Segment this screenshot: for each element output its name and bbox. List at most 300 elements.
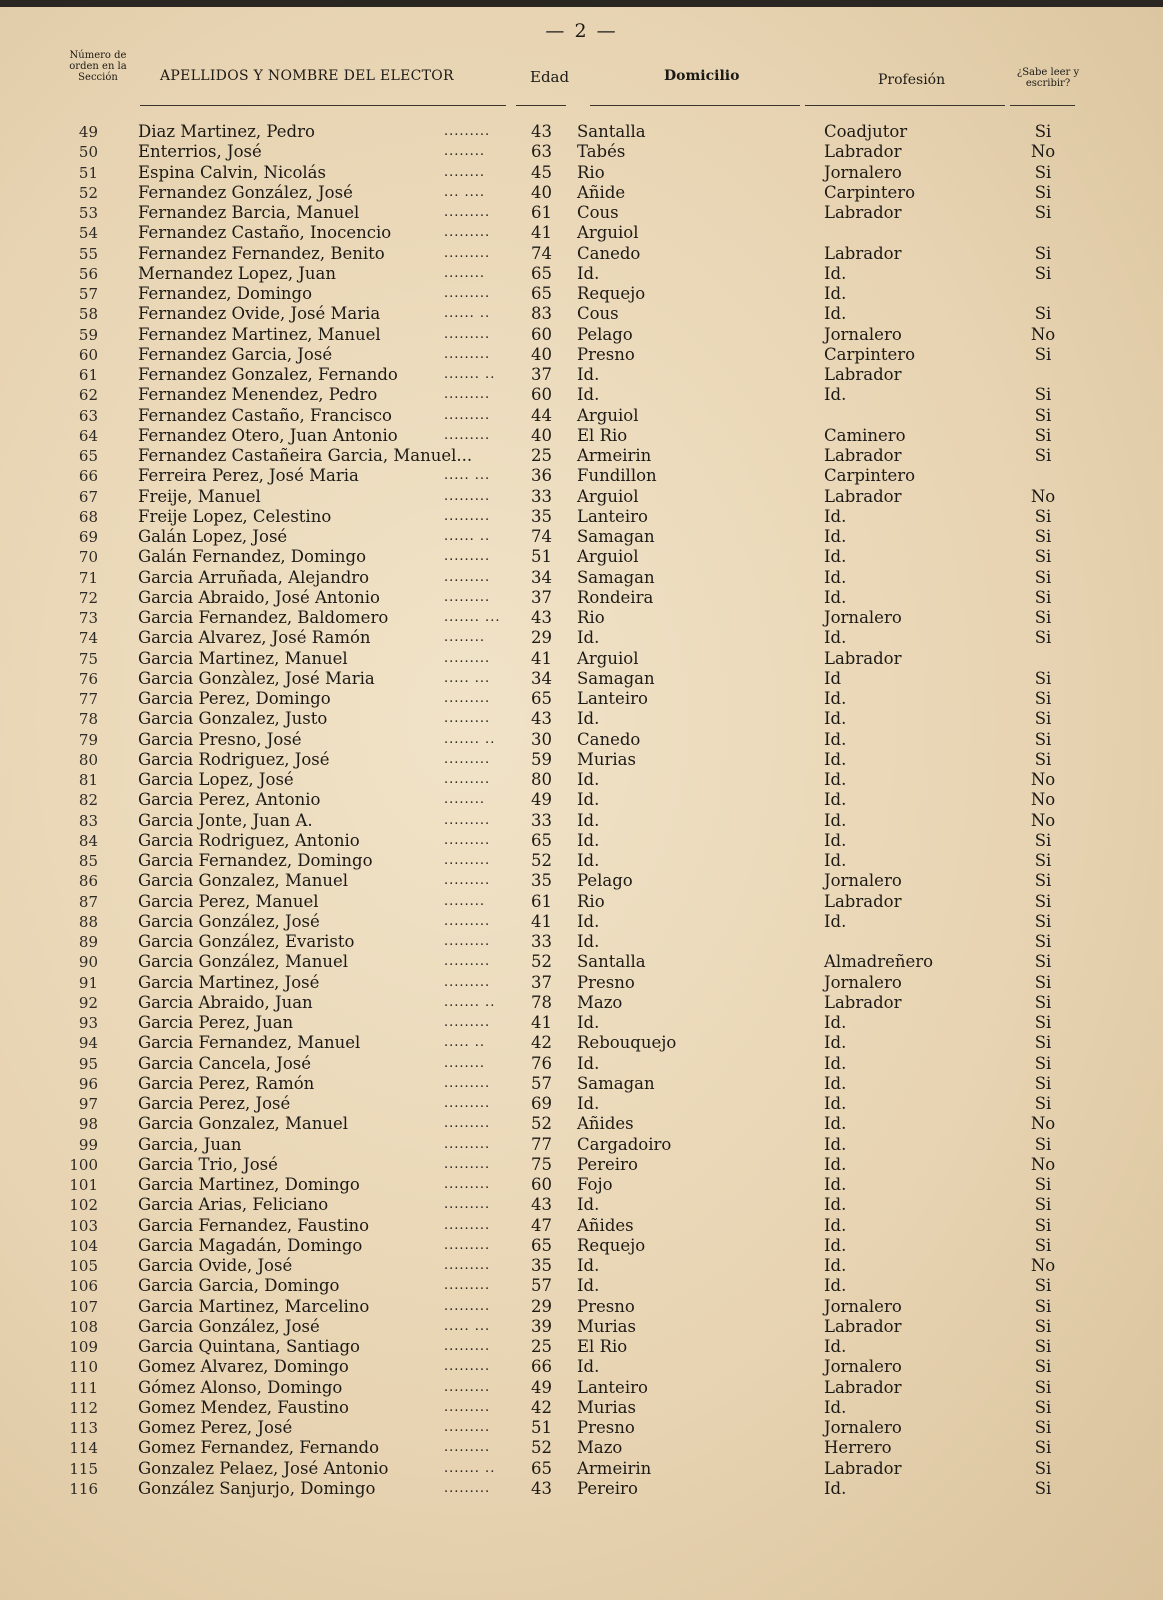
table-row bbox=[0, 608, 1163, 628]
elector-age: 65 bbox=[531, 689, 552, 708]
leader-dots: ......... bbox=[444, 387, 491, 403]
leader-dots: ......... bbox=[444, 832, 491, 848]
elector-name: Garcia González, José bbox=[138, 1316, 320, 1336]
leader-dots: ......... bbox=[444, 1156, 491, 1172]
elector-age: 40 bbox=[531, 425, 552, 445]
table-row bbox=[0, 689, 1163, 709]
leader-dots: ......... bbox=[444, 1298, 491, 1314]
elector-domicile: Arguiol bbox=[577, 405, 639, 425]
elector-age: 51 bbox=[531, 547, 552, 567]
elector-domicile: Id. bbox=[577, 385, 600, 405]
elector-number: 94 bbox=[78, 1034, 98, 1053]
elector-reads: No bbox=[1030, 324, 1056, 344]
header-reads: ¿Sabe leer y escribir? bbox=[1016, 67, 1080, 89]
elector-profession: Id. bbox=[824, 547, 847, 567]
elector-age: 61 bbox=[531, 203, 552, 222]
elector-number: 72 bbox=[78, 588, 98, 607]
elector-profession: Labrador bbox=[824, 1458, 902, 1478]
elector-reads: Si bbox=[1034, 689, 1052, 708]
elector-domicile: Añides bbox=[577, 1215, 634, 1235]
leader-dots: ....... .. bbox=[444, 1460, 496, 1476]
elector-age: 44 bbox=[531, 405, 552, 425]
elector-name: Garcia Perez, Manuel bbox=[138, 891, 319, 911]
elector-reads: Si bbox=[1034, 911, 1052, 931]
elector-age: 65 bbox=[531, 263, 552, 283]
leader-dots: ......... bbox=[444, 124, 491, 139]
elector-reads: Si bbox=[1034, 830, 1052, 850]
elector-age: 57 bbox=[531, 1276, 552, 1296]
elector-profession: Id. bbox=[824, 1195, 847, 1215]
leader-dots: ....... ... bbox=[444, 610, 501, 625]
elector-name: Gonzalez Pelaez, José Antonio bbox=[138, 1458, 389, 1478]
table-row bbox=[0, 547, 1163, 567]
elector-number: 76 bbox=[78, 669, 98, 688]
elector-domicile: Fojo bbox=[577, 1175, 613, 1194]
elector-name: Fernandez Gonzalez, Fernando bbox=[138, 365, 398, 384]
elector-name: Garcia Cancela, José bbox=[138, 1053, 311, 1073]
table-row bbox=[0, 1155, 1163, 1175]
elector-age: 47 bbox=[531, 1215, 552, 1235]
elector-number: 89 bbox=[78, 933, 98, 951]
elector-domicile: Id. bbox=[577, 263, 600, 283]
elector-domicile: Murias bbox=[577, 1316, 636, 1336]
leader-dots: ........ bbox=[444, 265, 486, 281]
leader-dots: ........ bbox=[444, 1055, 486, 1071]
elector-profession: Jornalero bbox=[824, 871, 902, 891]
table-row bbox=[0, 851, 1163, 871]
elector-domicile: Id. bbox=[577, 1013, 600, 1032]
table-row bbox=[0, 122, 1163, 142]
table-row bbox=[0, 973, 1163, 993]
elector-age: 65 bbox=[531, 1458, 552, 1478]
elector-name: Galán Fernandez, Domingo bbox=[138, 547, 367, 567]
elector-name: Freije, Manuel bbox=[138, 486, 261, 506]
elector-number: 64 bbox=[78, 426, 98, 445]
elector-domicile: Mazo bbox=[577, 992, 623, 1012]
header-age: Edad bbox=[530, 68, 570, 86]
leader-dots: ......... bbox=[444, 1379, 491, 1395]
elector-number: 108 bbox=[69, 1317, 98, 1336]
elector-domicile: Samagan bbox=[577, 567, 655, 587]
table-row bbox=[0, 1074, 1163, 1094]
elector-age: 43 bbox=[531, 1195, 552, 1215]
table-row bbox=[0, 1479, 1163, 1499]
header-domicile: Domicilio bbox=[664, 68, 740, 84]
elector-domicile: Samagan bbox=[577, 1073, 655, 1093]
elector-profession: Jornalero bbox=[824, 162, 902, 182]
elector-age: 65 bbox=[531, 1235, 552, 1255]
elector-reads: Si bbox=[1034, 1478, 1052, 1498]
leader-dots: ......... bbox=[444, 1420, 491, 1435]
elector-number: 96 bbox=[78, 1074, 98, 1093]
elector-profession: Id. bbox=[824, 1276, 847, 1296]
elector-profession: Id. bbox=[824, 1256, 847, 1275]
elector-reads: Si bbox=[1034, 1013, 1052, 1032]
elector-number: 79 bbox=[78, 730, 98, 749]
elector-number: 90 bbox=[78, 953, 98, 972]
elector-domicile: Rio bbox=[577, 608, 605, 627]
elector-profession: Caminero bbox=[824, 425, 906, 445]
header-rule-domicile bbox=[590, 105, 800, 106]
elector-reads: Si bbox=[1034, 203, 1052, 222]
table-row bbox=[0, 1114, 1163, 1134]
table-row bbox=[0, 1175, 1163, 1195]
elector-number: 114 bbox=[69, 1439, 98, 1458]
elector-reads: Si bbox=[1034, 709, 1052, 729]
elector-age: 43 bbox=[531, 608, 552, 627]
elector-profession: Labrador bbox=[824, 648, 902, 668]
elector-number: 111 bbox=[69, 1378, 98, 1397]
elector-number: 84 bbox=[78, 831, 98, 850]
elector-reads: Si bbox=[1034, 425, 1052, 445]
table-row bbox=[0, 1236, 1163, 1256]
elector-name: Garcia Perez, Domingo bbox=[138, 689, 331, 708]
elector-number: 104 bbox=[69, 1236, 98, 1255]
table-row bbox=[0, 507, 1163, 527]
elector-reads: Si bbox=[1034, 1235, 1052, 1255]
elector-name: Fernandez Castañeira Garcia, Manuel... bbox=[138, 446, 473, 465]
elector-reads: Si bbox=[1034, 1276, 1052, 1296]
elector-profession: Id. bbox=[824, 628, 847, 648]
leader-dots: ......... bbox=[444, 1075, 491, 1091]
elector-reads: Si bbox=[1034, 1357, 1052, 1377]
elector-profession: Id. bbox=[824, 1215, 847, 1235]
table-row bbox=[0, 1054, 1163, 1074]
table-row bbox=[0, 709, 1163, 729]
elector-name: Fernandez Castaño, Inocencio bbox=[138, 223, 392, 243]
leader-dots: ......... bbox=[444, 346, 491, 362]
elector-number: 105 bbox=[69, 1257, 98, 1275]
leader-dots: ....... .. bbox=[444, 731, 496, 747]
elector-name: Garcia Alvarez, José Ramón bbox=[138, 628, 371, 648]
elector-profession: Id. bbox=[824, 1175, 847, 1194]
table-row bbox=[0, 892, 1163, 912]
leader-dots: ......... bbox=[444, 853, 491, 868]
elector-age: 60 bbox=[531, 324, 552, 344]
elector-reads: Si bbox=[1034, 385, 1052, 405]
elector-reads: Si bbox=[1034, 972, 1052, 992]
elector-profession: Id. bbox=[824, 284, 847, 303]
elector-domicile: Mazo bbox=[577, 1438, 623, 1458]
leader-dots: ......... bbox=[444, 751, 491, 767]
elector-reads: Si bbox=[1034, 1397, 1052, 1417]
leader-dots: ......... bbox=[444, 650, 491, 666]
elector-domicile: Id. bbox=[577, 1053, 600, 1073]
table-row bbox=[0, 325, 1163, 345]
elector-name: Fernandez Fernandez, Benito bbox=[138, 243, 385, 263]
elector-name: Fernandez Castaño, Francisco bbox=[138, 405, 392, 425]
elector-name: Gomez Mendez, Faustino bbox=[138, 1397, 349, 1417]
leader-dots: ......... bbox=[444, 1399, 491, 1415]
elector-domicile: Requejo bbox=[577, 1235, 646, 1255]
elector-number: 92 bbox=[78, 993, 98, 1012]
table-row bbox=[0, 1357, 1163, 1377]
leader-dots: ........ bbox=[444, 792, 486, 808]
elector-name: Ferreira Perez, José Maria bbox=[138, 466, 359, 486]
leader-dots: ......... bbox=[444, 1177, 491, 1192]
elector-profession: Id. bbox=[824, 1235, 847, 1255]
elector-name: Garcia Jonte, Juan A. bbox=[138, 810, 313, 830]
elector-domicile: Id. bbox=[577, 830, 600, 850]
elector-age: 66 bbox=[531, 1357, 552, 1377]
elector-age: 29 bbox=[531, 628, 552, 648]
elector-name: Garcia Martinez, Marcelino bbox=[138, 1296, 370, 1316]
elector-age: 42 bbox=[531, 1397, 552, 1417]
leader-dots: ......... bbox=[444, 913, 491, 929]
elector-number: 74 bbox=[78, 629, 98, 648]
elector-domicile: Pelago bbox=[577, 871, 633, 891]
table-row bbox=[0, 1033, 1163, 1053]
elector-profession: Almadreñero bbox=[824, 952, 934, 972]
elector-number: 87 bbox=[78, 892, 98, 911]
elector-reads: Si bbox=[1034, 729, 1052, 749]
elector-profession: Id. bbox=[824, 1053, 847, 1073]
elector-profession: Id. bbox=[824, 1397, 847, 1417]
elector-domicile: Samagan bbox=[577, 668, 655, 688]
elector-name: Mernandez Lopez, Juan bbox=[138, 263, 337, 283]
elector-number: 78 bbox=[78, 710, 98, 729]
elector-number: 58 bbox=[78, 305, 98, 324]
elector-domicile: Lanteiro bbox=[577, 1377, 648, 1397]
elector-name: Garcia Rodriguez, Antonio bbox=[138, 830, 360, 850]
elector-profession: Id. bbox=[824, 1134, 847, 1154]
elector-name: Garcia Fernandez, Faustino bbox=[138, 1215, 370, 1235]
elector-reads: Si bbox=[1034, 162, 1052, 182]
elector-reads: Si bbox=[1034, 1053, 1052, 1073]
elector-age: 74 bbox=[531, 527, 552, 546]
elector-domicile: Rio bbox=[577, 891, 605, 911]
elector-name: Espina Calvin, Nicolás bbox=[138, 162, 326, 182]
table-row bbox=[0, 952, 1163, 972]
elector-age: 34 bbox=[531, 567, 552, 587]
elector-domicile: Canedo bbox=[577, 243, 641, 263]
leader-dots: ........ bbox=[444, 144, 486, 160]
elector-number: 63 bbox=[78, 406, 98, 425]
elector-name: Garcia Abraido, Juan bbox=[138, 992, 313, 1012]
elector-profession: Id. bbox=[824, 527, 847, 546]
elector-domicile: Pereiro bbox=[577, 1478, 638, 1498]
elector-profession: Id. bbox=[824, 689, 847, 708]
leader-dots: ......... bbox=[444, 245, 491, 261]
elector-reads: Si bbox=[1034, 668, 1052, 688]
elector-age: 41 bbox=[531, 223, 552, 243]
elector-domicile: Tabés bbox=[577, 142, 626, 162]
elector-number: 77 bbox=[78, 690, 98, 708]
elector-profession: Labrador bbox=[824, 365, 902, 384]
elector-reads: Si bbox=[1034, 1175, 1052, 1194]
table-row bbox=[0, 203, 1163, 223]
elector-reads: Si bbox=[1034, 446, 1052, 465]
elector-number: 55 bbox=[78, 244, 98, 263]
leader-dots: ........ bbox=[444, 164, 486, 180]
leader-dots: ..... .. bbox=[444, 1035, 486, 1051]
elector-domicile: El Rio bbox=[577, 425, 628, 445]
elector-profession: Id. bbox=[824, 1337, 847, 1356]
elector-name: Garcia Fernandez, Domingo bbox=[138, 851, 373, 870]
elector-reads: No bbox=[1030, 1114, 1056, 1134]
elector-reads: Si bbox=[1034, 952, 1052, 972]
leader-dots: ......... bbox=[444, 1116, 491, 1132]
elector-name: Garcia Perez, Juan bbox=[138, 1013, 294, 1032]
table-row bbox=[0, 993, 1163, 1013]
leader-dots: ......... bbox=[444, 427, 491, 443]
elector-number: 51 bbox=[78, 163, 98, 182]
elector-age: 35 bbox=[531, 871, 552, 891]
table-row bbox=[0, 527, 1163, 547]
table-row bbox=[0, 1013, 1163, 1033]
elector-domicile: Arguiol bbox=[577, 486, 639, 506]
leader-dots: ......... bbox=[444, 1359, 491, 1375]
table-row bbox=[0, 365, 1163, 385]
table-row bbox=[0, 932, 1163, 952]
table-row bbox=[0, 406, 1163, 426]
table-row bbox=[0, 183, 1163, 203]
elector-profession: Herrero bbox=[824, 1438, 892, 1458]
elector-name: Garcia Fernandez, Manuel bbox=[138, 1033, 361, 1053]
elector-reads: Si bbox=[1034, 1316, 1052, 1336]
elector-domicile: Id. bbox=[577, 790, 600, 810]
elector-domicile: Id. bbox=[577, 1357, 600, 1377]
elector-name: Garcia Quintana, Santiago bbox=[138, 1337, 360, 1356]
elector-name: Fernandez Martinez, Manuel bbox=[138, 324, 381, 344]
leader-dots: ... .... bbox=[444, 184, 486, 200]
elector-number: 57 bbox=[78, 285, 98, 303]
elector-number: 66 bbox=[78, 467, 98, 486]
elector-number: 81 bbox=[78, 771, 98, 789]
elector-name: Garcia, Juan bbox=[138, 1134, 242, 1154]
leader-dots: ......... bbox=[444, 1480, 491, 1496]
elector-reads: Si bbox=[1034, 1073, 1052, 1093]
elector-profession: Jornalero bbox=[824, 972, 902, 992]
elector-domicile: Id. bbox=[577, 851, 600, 870]
table-row bbox=[0, 223, 1163, 243]
elector-number: 85 bbox=[78, 852, 98, 870]
elector-age: 63 bbox=[531, 142, 552, 162]
elector-domicile: Id. bbox=[577, 365, 600, 384]
elector-age: 37 bbox=[531, 365, 552, 384]
elector-domicile: El Rio bbox=[577, 1337, 628, 1356]
elector-reads: Si bbox=[1034, 1195, 1052, 1215]
elector-age: 49 bbox=[531, 1377, 552, 1397]
elector-age: 57 bbox=[531, 1073, 552, 1093]
elector-profession: Labrador bbox=[824, 142, 902, 162]
leader-dots: ......... bbox=[444, 954, 491, 970]
header-rule-name bbox=[140, 105, 506, 106]
table-row bbox=[0, 568, 1163, 588]
elector-age: 39 bbox=[531, 1316, 552, 1336]
elector-age: 52 bbox=[531, 1438, 552, 1458]
leader-dots: ......... bbox=[444, 812, 491, 828]
elector-name: Garcia González, Manuel bbox=[138, 952, 349, 972]
leader-dots: ......... bbox=[444, 326, 491, 342]
elector-reads: No bbox=[1030, 810, 1056, 830]
elector-name: Diaz Martinez, Pedro bbox=[138, 122, 315, 141]
elector-name: Garcia Perez, José bbox=[138, 1094, 291, 1113]
elector-number: 106 bbox=[69, 1277, 98, 1296]
elector-name: Fernandez, Domingo bbox=[138, 284, 313, 303]
leader-dots: ......... bbox=[444, 934, 491, 949]
elector-number: 73 bbox=[78, 609, 98, 627]
elector-reads: No bbox=[1030, 1154, 1056, 1174]
table-row bbox=[0, 1337, 1163, 1357]
elector-profession: Id. bbox=[824, 1013, 847, 1032]
elector-profession: Id. bbox=[824, 729, 847, 749]
elector-profession: Jornalero bbox=[824, 324, 902, 344]
elector-age: 59 bbox=[531, 749, 552, 769]
elector-name: Garcia Abraido, José Antonio bbox=[138, 587, 380, 607]
elector-age: 34 bbox=[531, 668, 552, 688]
elector-reads: Si bbox=[1034, 1418, 1052, 1437]
elector-profession: Labrador bbox=[824, 891, 902, 911]
leader-dots: ......... bbox=[444, 1015, 491, 1030]
elector-age: 65 bbox=[531, 284, 552, 303]
elector-domicile: Id. bbox=[577, 932, 600, 951]
elector-profession: Labrador bbox=[824, 203, 902, 222]
elector-profession: Labrador bbox=[824, 1377, 902, 1397]
elector-profession: Labrador bbox=[824, 486, 902, 506]
table-row bbox=[0, 1459, 1163, 1479]
elector-domicile: Pereiro bbox=[577, 1154, 638, 1174]
elector-name: Garcia Fernandez, Baldomero bbox=[138, 608, 389, 627]
elector-domicile: Canedo bbox=[577, 729, 641, 749]
elector-age: 51 bbox=[531, 1418, 552, 1437]
elector-reads: Si bbox=[1034, 182, 1052, 202]
table-row bbox=[0, 142, 1163, 162]
elector-reads: No bbox=[1030, 486, 1056, 506]
elector-number: 112 bbox=[69, 1398, 98, 1417]
table-row bbox=[0, 1378, 1163, 1398]
elector-profession: Id. bbox=[824, 709, 847, 729]
elector-name: Garcia Martinez, José bbox=[138, 972, 320, 992]
elector-number: 61 bbox=[78, 366, 98, 384]
elector-profession: Labrador bbox=[824, 243, 902, 263]
elector-number: 116 bbox=[69, 1479, 98, 1498]
table-row bbox=[0, 426, 1163, 446]
elector-age: 40 bbox=[531, 182, 552, 202]
elector-number: 91 bbox=[78, 973, 98, 992]
elector-domicile: Presno bbox=[577, 1296, 635, 1316]
table-row bbox=[0, 1135, 1163, 1155]
table-row bbox=[0, 1276, 1163, 1296]
elector-reads: Si bbox=[1034, 871, 1052, 891]
elector-number: 107 bbox=[69, 1297, 98, 1316]
elector-profession: Id bbox=[824, 668, 842, 688]
leader-dots: ......... bbox=[444, 549, 491, 565]
elector-number: 62 bbox=[78, 386, 98, 405]
elector-age: 29 bbox=[531, 1296, 552, 1316]
elector-name: Fernandez Menendez, Pedro bbox=[138, 385, 378, 405]
leader-dots: ......... bbox=[444, 1339, 491, 1354]
elector-reads: Si bbox=[1034, 608, 1052, 627]
elector-age: 35 bbox=[531, 506, 552, 526]
leader-dots: ......... bbox=[444, 488, 491, 504]
elector-reads: Si bbox=[1034, 992, 1052, 1012]
elector-age: 43 bbox=[531, 122, 552, 141]
elector-domicile: Presno bbox=[577, 1418, 635, 1437]
elector-reads: No bbox=[1030, 770, 1056, 789]
elector-profession: Id. bbox=[824, 1478, 847, 1498]
elector-name: Fernandez Garcia, José bbox=[138, 344, 333, 364]
elector-number: 68 bbox=[78, 507, 98, 526]
elector-age: 30 bbox=[531, 729, 552, 749]
elector-profession: Jornalero bbox=[824, 1357, 902, 1377]
elector-number: 99 bbox=[78, 1135, 98, 1154]
elector-age: 52 bbox=[531, 851, 552, 870]
elector-domicile: Cargadoiro bbox=[577, 1134, 672, 1154]
elector-number: 86 bbox=[78, 872, 98, 891]
table-row bbox=[0, 446, 1163, 466]
table-row bbox=[0, 487, 1163, 507]
